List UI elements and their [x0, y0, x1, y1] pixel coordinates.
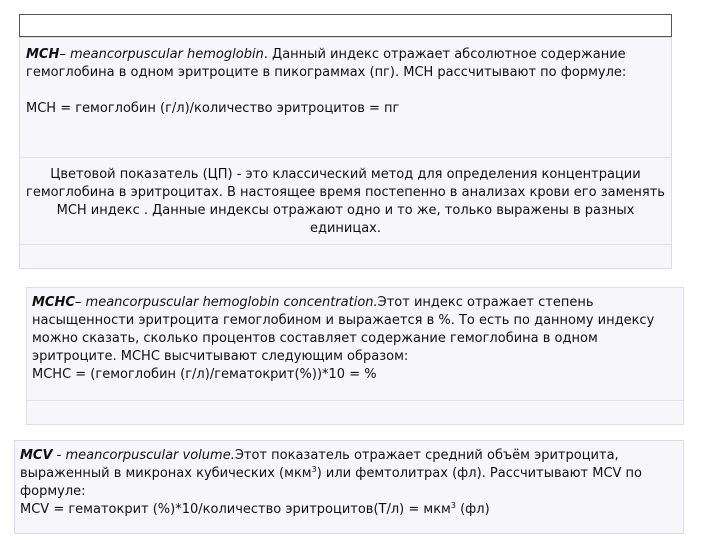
mcv-formula-superscript: 3	[450, 501, 456, 510]
mcv-description-a: Этот показатель отражает средний объём эритроцита, выраженный в микронах кубических (мкм	[20, 448, 619, 481]
mcv-formula-b: (фл)	[455, 502, 490, 517]
mcv-dash: -	[52, 448, 66, 463]
mcv-paragraph	[20, 447, 678, 501]
top-header-bar	[19, 14, 672, 37]
mch-dash: –	[59, 47, 70, 62]
mch-table	[19, 37, 672, 269]
color-index-cell	[20, 157, 671, 244]
mcv-superscript: 3	[311, 465, 317, 474]
mcv-box	[14, 440, 684, 534]
mchc-formula: МСНС = (гемоглобин (г/л)/гематокрит(%))*10 = %	[32, 367, 377, 382]
mcv-term: meancorpuscular volume.	[65, 448, 235, 463]
mcv-formula	[20, 501, 678, 519]
mcv-cell	[15, 441, 683, 519]
mch-description: . Данный индекс отражает абсолютное содержание гемоглобина в одном эритроците в пикограммах (пг). МСН рассчитывают по формуле:	[26, 47, 627, 80]
mch-formula: МСН = гемоглобин (г/л)/количество эритроцитов = пг	[26, 101, 400, 116]
color-index-text: Цветовой показатель (ЦП) - это классический метод для определения концентрации гемоглобина в эритроцитах. В настоящее время постепенно в анализах крови его заменять МСН индекс . Данные индексы отражают одно и то же, только выражены в разных единицах.	[26, 167, 665, 236]
mcv-abbr: MCV	[20, 448, 53, 463]
mchc-dash: –	[74, 295, 86, 310]
empty-row	[20, 244, 671, 270]
mch-abbr: MCH	[26, 47, 60, 62]
mchc-abbr: MCHC	[32, 295, 75, 310]
mchc-paragraph	[32, 294, 678, 366]
mchc-table	[26, 287, 684, 425]
mcv-description-b: ) или фемтолитрах (фл). Рассчитывают MCV по формуле:	[20, 466, 643, 499]
mch-term: meancorpuscular hemoglobin	[70, 47, 264, 62]
mch-paragraph	[26, 46, 665, 82]
mcv-formula-a: MCV = гематокрит (%)*10/количество эритроцитов(Т/л) = мкм	[20, 502, 451, 517]
mchc-cell	[27, 288, 683, 400]
mchc-description: Этот индекс отражает степень насыщенности эритроцита гемоглобином и выражается в %. То есть по данному индексу можно сказать, сколько процентов составляет содержание гемоглобина в одном эритроците. МСНС высчитывают следующим образом:	[32, 295, 655, 364]
mchc-term: meancorpuscular hemoglobin concentration.	[85, 295, 378, 310]
mch-cell	[20, 38, 671, 157]
empty-row	[27, 400, 683, 426]
